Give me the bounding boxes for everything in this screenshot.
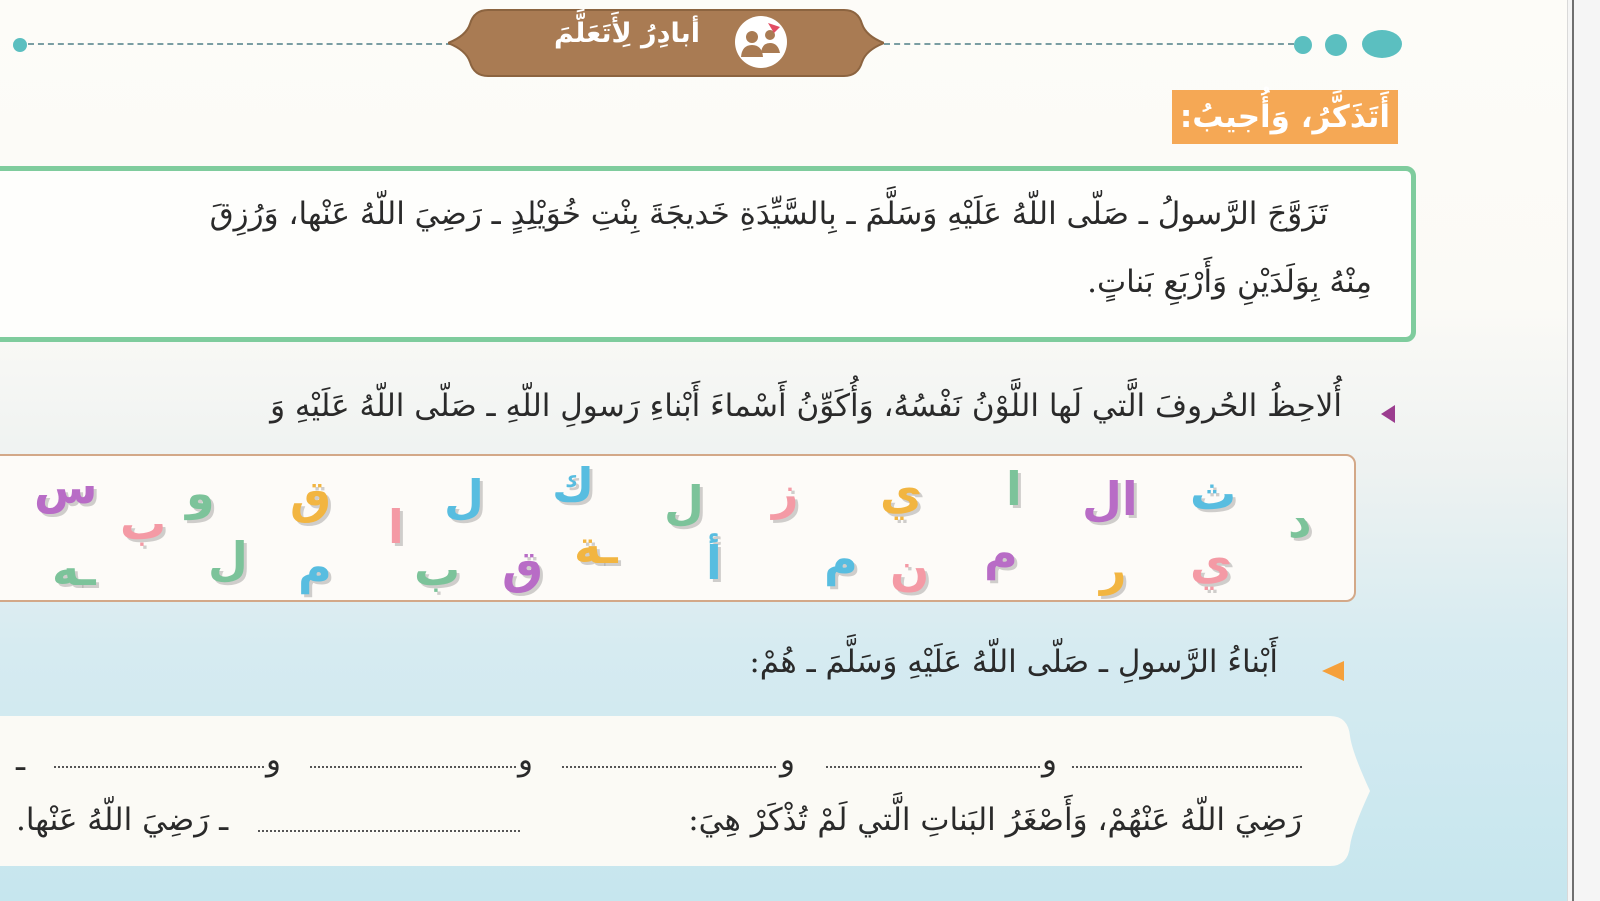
letter-row1-14: س (34, 460, 98, 514)
header-dot-right-small (1294, 36, 1312, 54)
letter-row1-13: ب (120, 496, 167, 550)
letter-row2-5: م (824, 532, 858, 586)
scrollbar-track (1572, 0, 1574, 901)
learners-icon (730, 15, 792, 69)
letter-row1-3: ال (1082, 472, 1138, 526)
question-text: أَبْناءُ الرَّسولِ ـ صَلّى اللّهُ عَلَيْهِ وَسَلَّمَ ـ هُمْ: (749, 644, 1278, 680)
answer-line-2-start: رَضِيَ اللّهُ عَنْهُمْ، وَأَصْغَرُ البَناتِ الَّتي لَمْ تُذْكَرْ هِيَ: (688, 802, 1302, 838)
answer-conj-4: و (266, 742, 281, 778)
header-dot-right-large (1362, 30, 1402, 58)
answer-blank-5[interactable] (54, 766, 264, 768)
header-dot-right-medium (1325, 34, 1347, 56)
header-title: أبادِرُ لِأَتَعَلَّمَ (553, 18, 700, 49)
answer-line-2-end: ـ رَضِيَ اللّهُ عَنْها. (16, 802, 229, 838)
letter-row2-12: ـه (52, 542, 96, 596)
letter-row1-9: ل (444, 470, 484, 524)
answer-conj-1: و (1042, 742, 1057, 778)
purple-bullet-icon (1381, 405, 1395, 423)
instruction-text: أُلاحِظُ الحُروفَ الَّتي لَها اللَّوْنُ نَفْسُهُ، وَأُكَوِّنُ أَسْماءَ أَبْناءِ رَسولِ اللّهِ ـ صَلّى اللّهُ عَلَيْهِ وَ (270, 388, 1342, 424)
answer-conj-3: و (518, 742, 533, 778)
header-dotted-line-left (28, 43, 452, 45)
header-dot-left (13, 38, 27, 52)
letter-row1-6: ز (772, 466, 799, 520)
vertical-scrollbar[interactable] (1567, 0, 1600, 901)
answer-conj-2: و (780, 742, 795, 778)
orange-bullet-icon (1322, 661, 1344, 681)
letter-row2-4: ن (890, 542, 930, 596)
letter-row1-12: و (186, 466, 215, 520)
letter-row2-7: ـة (574, 520, 618, 574)
letter-row1-1: د (1288, 494, 1312, 548)
letter-row1-8: ك (552, 458, 595, 512)
letter-row2-6: أ (706, 536, 722, 590)
story-line-2: مِنْهُ بِوَلَدَيْنِ وَأَرْبَعِ بَناتٍ. (1087, 264, 1372, 300)
letter-row2-3: م (984, 526, 1018, 580)
answer-blank-6[interactable] (258, 830, 520, 832)
answer-dash: ـ (16, 742, 26, 778)
answer-box (0, 716, 1370, 866)
letter-row1-5: ي (880, 466, 923, 520)
letter-row1-11: ق (290, 470, 332, 524)
story-box (0, 166, 1416, 342)
letter-row1-10: ا (388, 500, 404, 554)
header-dotted-line-right (884, 43, 1294, 45)
answer-blank-4[interactable] (310, 766, 516, 768)
section-label: أَتَذَكَّرُ، وَأُجيبُ: (1172, 90, 1398, 144)
letter-row2-11: ل (208, 532, 248, 586)
letter-row1-4: ا (1006, 462, 1022, 516)
letter-row2-10: م (298, 540, 332, 594)
letter-row1-7: ل (664, 476, 704, 530)
answer-blank-2[interactable] (826, 766, 1040, 768)
letter-row2-2: ر (1100, 542, 1127, 596)
letter-row2-9: ب (414, 542, 461, 596)
letter-row2-1: ي (1190, 536, 1233, 590)
letter-row1-2: ث (1190, 466, 1237, 520)
story-line-1: تَزَوَّجَ الرَّسولُ ـ صَلّى اللّهُ عَلَيْهِ وَسَلَّمَ ـ بِالسَّيِّدَةِ خَديجَةَ بِنْتِ خُوَيْلِدٍ ـ رَضِيَ اللّهُ عَنْها، وَرُزِقَ (209, 196, 1328, 232)
letter-row2-8: ق (502, 540, 544, 594)
answer-blank-1[interactable] (1072, 766, 1302, 768)
answer-blank-3[interactable] (562, 766, 776, 768)
